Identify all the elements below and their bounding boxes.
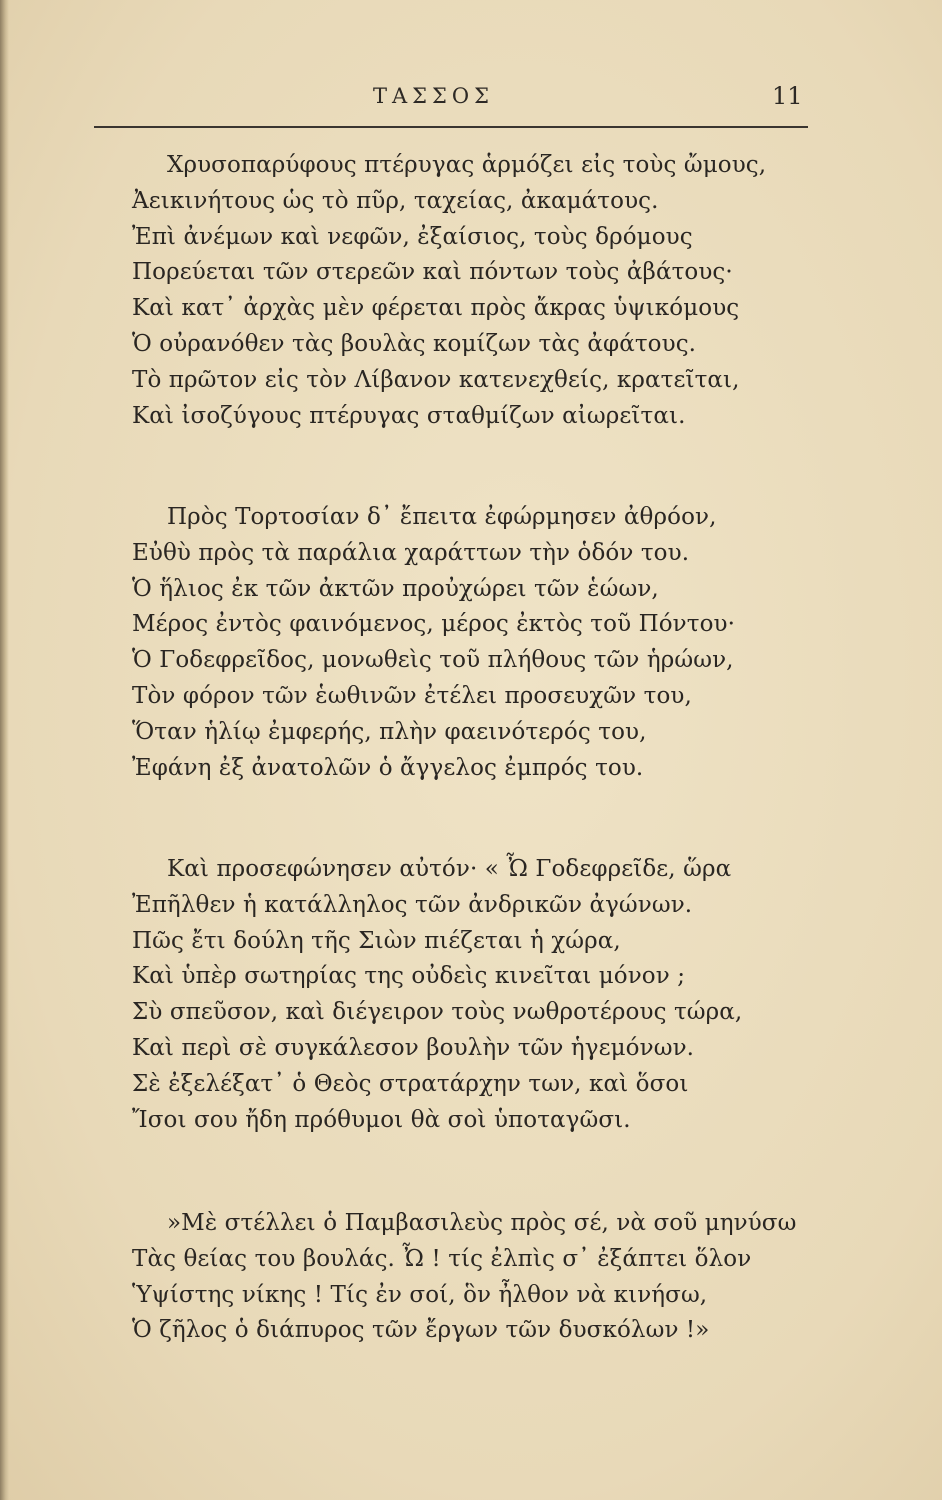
verse-line: »Μὲ στέλλει ὁ Παμβασιλεὺς πρὸς σέ, νὰ σοῦ μηνύσω (167, 1210, 797, 1236)
stanza (132, 1206, 822, 1349)
verse-line: Τὸν φόρον τῶν ἑωθινῶν ἐτέλει προσευχῶν του, (132, 682, 692, 709)
verse-line: Ἐπῆλθεν ἡ κατάλληλος τῶν ἀνδρικῶν ἀγώνων. (132, 891, 693, 918)
verse-line: Ἀεικινήτους ὡς τὸ πῦρ, ταχείας, ἀκαμάτους. (132, 187, 659, 214)
verse-line: Εὐθὺ πρὸς τὰ παράλια χαράττων τὴν ὁδόν του. (132, 539, 690, 566)
verse-line: Καὶ ἰσοζύγους πτέρυγας σταθμίζων αἰωρεῖται. (132, 402, 686, 429)
verse-line: Ἴσοι σου ἤδη πρόθυμοι θὰ σοὶ ὑποταγῶσι. (132, 1106, 631, 1133)
verse-line: Τὰς θείας του βουλάς. Ὦ ! τίς ἐλπὶς σ᾽ ἐξάπτει ὅλον (132, 1245, 752, 1272)
verse-line: Ὅταν ἡλίῳ ἐμφερής, πλὴν φαεινότερός του, (132, 718, 647, 745)
verse-line: Καὶ προσεφώνησεν αὐτόν· « Ὦ Γοδεφρεῖδε, ὥρα (167, 856, 732, 882)
verse-line: Πῶς ἔτι δούλη τῆς Σιὼν πιέζεται ἡ χώρα, (132, 927, 621, 954)
running-title: ΤΑΣΣΟΣ (373, 84, 494, 108)
page-number: 11 (772, 82, 803, 110)
page-edge-shadow (0, 0, 9, 1500)
stanza (132, 148, 822, 434)
verse-line: Πρὸς Τορτοσίαν δ᾽ ἔπειτα ἐφώρμησεν ἀθρόον, (167, 504, 717, 530)
verse-line: Ὁ ἥλιος ἐκ τῶν ἀκτῶν προὐχώρει τῶν ἑώων, (132, 575, 659, 602)
verse-line: Καὶ περὶ σὲ συγκάλεσον βουλὴν τῶν ἡγεμόνων. (132, 1034, 695, 1061)
verse-line: Μέρος ἐντὸς φαινόμενος, μέρος ἐκτὸς τοῦ Πόντου· (132, 611, 736, 638)
verse-line: Καὶ κατ᾽ ἀρχὰς μὲν φέρεται πρὸς ἄκρας ὑψικόμους (132, 295, 740, 322)
header-rule (94, 126, 808, 128)
verse-line: Ὁ οὐρανόθεν τὰς βουλὰς κομίζων τὰς ἀφάτους. (132, 330, 697, 357)
verse-line: Σὲ ἐξελέξατ᾽ ὁ Θεὸς στρατάρχην των, καὶ ὅσοι (132, 1070, 689, 1097)
verse-line: Ὁ Γοδεφρεῖδος, μονωθεὶς τοῦ πλήθους τῶν ἡρώων, (132, 647, 734, 674)
verse-line: Ἐφάνη ἐξ ἀνατολῶν ὁ ἄγγελος ἐμπρός του. (132, 754, 644, 781)
stanza (132, 500, 822, 786)
verse-line: Χρυσοπαρύφους πτέρυγας ἁρμόζει εἰς τοὺς ὤμους, (167, 152, 767, 178)
verse-line: Σὺ σπεῦσον, καὶ διέγειρον τοὺς νωθροτέρους τώρα, (132, 999, 743, 1026)
verse-line: Ὑψίστης νίκης ! Τίς ἐν σοί, ὃν ἦλθον νὰ κινήσω, (132, 1281, 708, 1308)
verse-line: Ἐπὶ ἀνέμων καὶ νεφῶν, ἐξαίσιος, τοὺς δρόμους (132, 223, 693, 250)
verse-line: Καὶ ὑπὲρ σωτηρίας της οὐδεὶς κινεῖται μόνον ; (132, 963, 686, 990)
verse-line: Τὸ πρῶτον εἰς τὸν Λίβανον κατενεχθείς, κρατεῖται, (132, 366, 740, 393)
stanza (132, 852, 822, 1138)
verse-line: Ὁ ζῆλος ὁ διάπυρος τῶν ἔργων τῶν δυσκόλων !» (132, 1317, 710, 1344)
verse-line: Πορεύεται τῶν στερεῶν καὶ πόντων τοὺς ἀβάτους· (132, 259, 733, 286)
